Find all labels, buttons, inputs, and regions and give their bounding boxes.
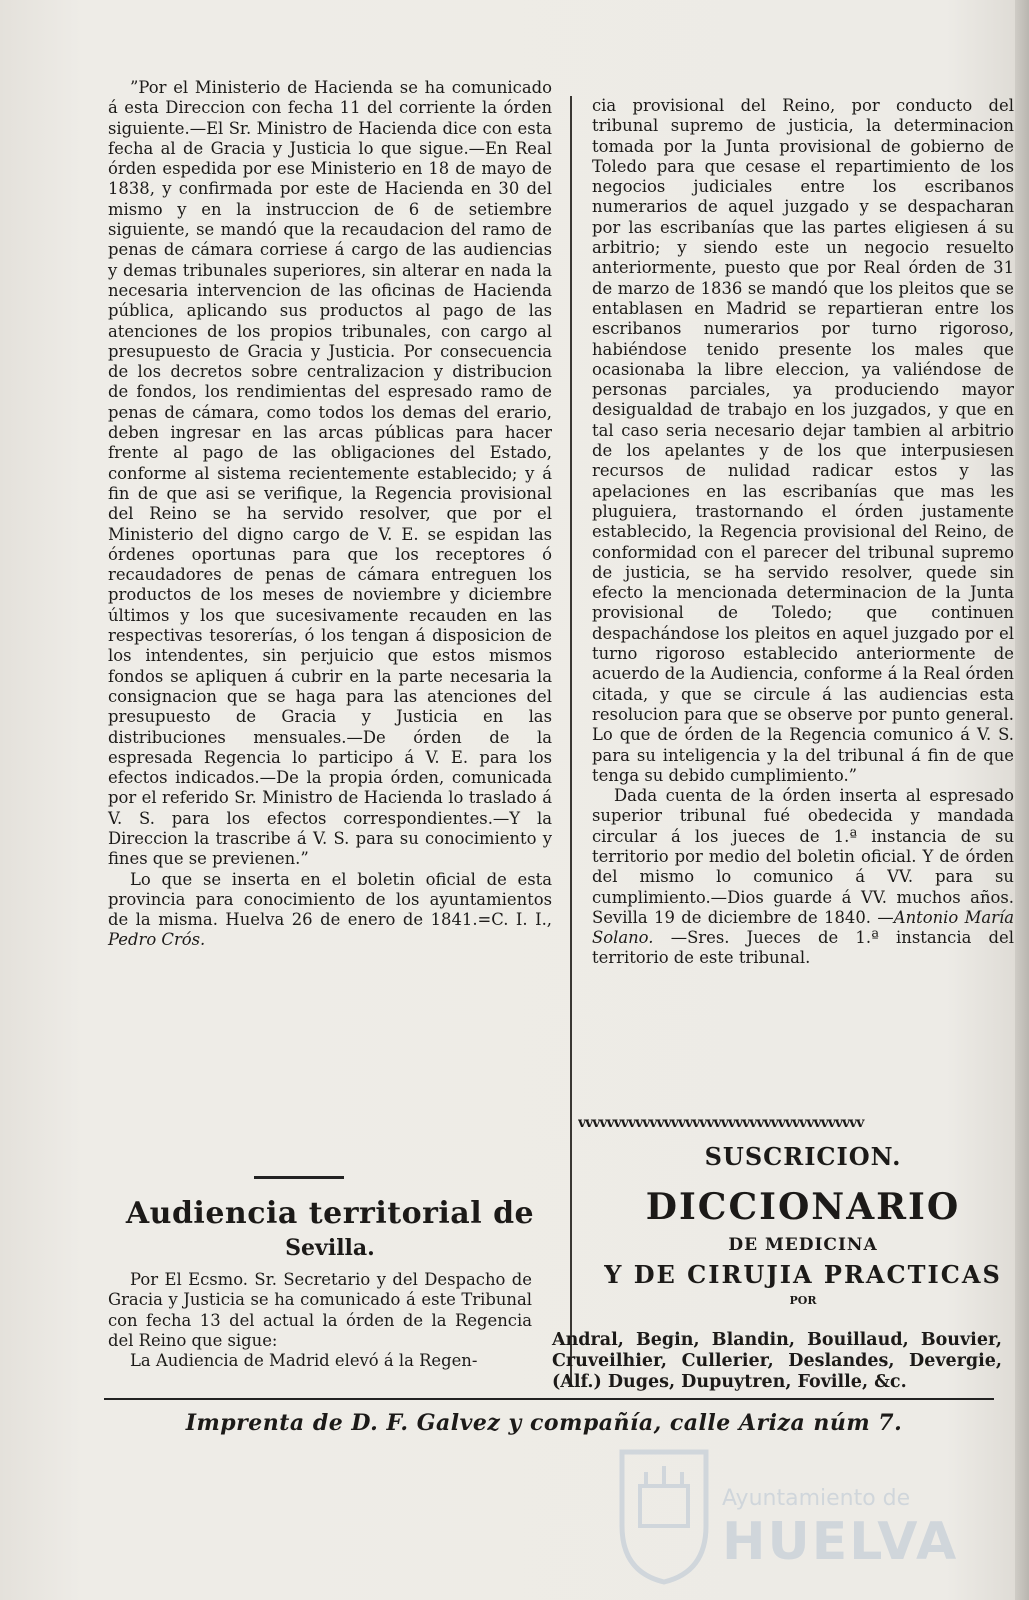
left-paragraph-2-text: Lo que se inserta en el boletin oficial de esta provincia para conocimiento de los ayuntamientos de la misma. Huelva 26 de enero de 1841.=C. I. I., (108, 869, 552, 930)
left-paragraph-2 (108, 870, 552, 951)
audiencia-paragraph-1: Por El Ecsmo. Sr. Secretario y del Despacho de Gracia y Justicia se ha comunicado á este Tribunal con fecha 13 del actual la órden de la Regencia del Reino que sigue: (108, 1270, 532, 1350)
right-column (592, 96, 1014, 969)
watermark-line-1: Ayuntamiento de (722, 1486, 911, 1511)
suscricion-heading: SUSCRICION. (704, 1142, 902, 1171)
audiencia-subtitle: Sevilla. (285, 1235, 375, 1261)
advert-title-3: Y DE CIRUJIA PRACTICAS (604, 1260, 1002, 1289)
advert-por: POR (789, 1294, 817, 1307)
audiencia-paragraph-2: La Audiencia de Madrid elevó á la Regen- (130, 1351, 478, 1371)
imprenta-line: Imprenta de D. F. Galvez y compañía, calle Ariza núm 7. (185, 1410, 903, 1436)
page-edge (1015, 0, 1029, 1600)
right-paragraph-1: cia provisional del Reino, por conducto del tribunal supremo de justicia, la determinacion tomada por la Junta provisional de gobierno de Toledo para que cesase el repartimiento de los negocios judiciales entre los escribanos numerarios de aquel juzgado y se despacharan por las escribanías que las partes eligiesen á su arbitrio; y siendo este un negocio resuelto anteriormente, puesto que por Real órden de 31 de marzo de 1836 se mandó que los pleitos que se entablasen en Madrid se repartieran entre los escribanos numerarios por turno rigoroso, habiéndose tenido presente los males que ocasionaba la libre eleccion, ya valiéndose de personas parciales, ya produciendo mayor desigualdad de trabajo en los juzgados, y que en tal caso seria necesario dejar tambien al arbitrio de los apelantes y de los que interpusiesen recursos de nulidad radicar estos y las apelaciones en las escribanías que mas les pluguiera, trastornando el órden justamente establecido, la Regencia provisional del Reino, de conformidad con el parecer del tribunal supremo de justicia, se ha servido resolver, quede sin efecto la mencionada determinacion de la Junta provisional de Toledo; que continuen despachándose los pleitos en aquel juzgado por el turno rigoroso establecido anteriormente de acuerdo de la Audiencia, conforme á la Real órden citada, y que se circule á las audiencias esta resolucion para que se observe por punto general. Lo que de órden de la Regencia comunico á V. S. para su inteligencia y la del tribunal á fin de que tenga su debido cumplimiento.” (592, 96, 1014, 785)
advert-title-block (592, 1186, 1014, 1308)
left-column (108, 78, 552, 951)
left-signature: Pedro Crós. (108, 930, 206, 950)
column-divider (570, 96, 572, 1386)
right-signature: —Antonio María Solano. (592, 907, 1014, 948)
advert-authors: Andral, Begin, Blandin, Bouillaud, Bouvier, Cruveilhier, Cullerier, Deslandes, Devergie, (Alf.) Duges, Dupuytren, Foville, &c. (552, 1330, 1002, 1392)
right-paragraph-2-tail: —Sres. Jueces de 1.ª instancia del territorio de este tribunal. (592, 928, 1014, 968)
advert-title-1: DICCIONARIO (645, 1186, 961, 1228)
right-paragraph-2 (592, 786, 1014, 969)
audiencia-body (108, 1270, 532, 1371)
watermark (616, 1446, 966, 1596)
left-paragraph-1: ”Por el Ministerio de Hacienda se ha comunicado á esta Direccion con fecha 11 del corriente la órden siguiente.—El Sr. Ministro de Hacienda dice con esta fecha al de Gracia y Justicia lo que sigue.—En Real órden espedida por ese Ministerio en 18 de mayo de 1838, y confirmada por este de Hacienda en 30 del mismo y en la instruccion de 6 de setiembre siguiente, se mandó que la recaudacion del ramo de penas de cámara corriese á cargo de las audiencias y demas tribunales superiores, sin alterar en nada la necesaria intervencion de las oficinas de Hacienda pública, aplicando sus productos al pago de las atenciones de los propios tribunales, con cargo al presupuesto de Gracia y Justicia. Por consecuencia de los decretos sobre centralizacion y distribucion de fondos, los rendimientas del espresado ramo de penas de cámara, como todos los demas del erario, deben ingresar en las arcas públicas para hacer frente al pago de las obligaciones del Estado, conforme al sistema recientemente establecido; y á fin de que asi se verifique, la Regencia provisional del Reino se ha servido resolver, que por el Ministerio del digno cargo de V. E. se espidan las órdenes oportunas para que los receptores ó recaudadores de penas de cámara entreguen los productos de los meses de noviembre y diciembre últimos y los que sucesivamente recauden en las respectivas tesorerías, ó los tengan á disposicion de los intendentes, sin perjuicio que estos mismos fondos se apliquen á cubrir en la parte necesaria la consignacion que se haga para las atenciones del presupuesto de Gracia y Justicia en las distribuciones mensuales.—De órden de la espresada Regencia lo participo á V. E. para los efectos indicados.—De la propia órden, comunicada por el referido Sr. Ministro de Hacienda lo traslado á V. S. para los efectos correspondientes.—Y la Direccion la trascribe á V. S. para su conocimiento y fines que se previenen.” (108, 78, 552, 869)
right-paragraph-2-text: Dada cuenta de la órden inserta al espresado superior tribunal fué obedecida y mandada circular á los jueces de 1.ª instancia de su territorio por medio del boletin oficial. Y de órden del mismo lo comunico á VV. para su cumplimiento.—Dios guarde á VV. muchos años. Sevilla 19 de diciembre de 1840. (592, 786, 1014, 927)
audiencia-heading (108, 1196, 552, 1262)
watermark-line-2: HUELVA (722, 1512, 959, 1572)
footer-rule (104, 1398, 994, 1400)
audiencia-title: Audiencia territorial de (125, 1196, 535, 1231)
shield-icon (616, 1446, 712, 1586)
ornament-rule: vvvvvvvvvvvvvvvvvvvvvvvvvvvvvvvvvvvvvvvv (578, 1116, 864, 1130)
section-rule (254, 1176, 344, 1179)
advert-title-2: DE MEDICINA (728, 1235, 878, 1255)
